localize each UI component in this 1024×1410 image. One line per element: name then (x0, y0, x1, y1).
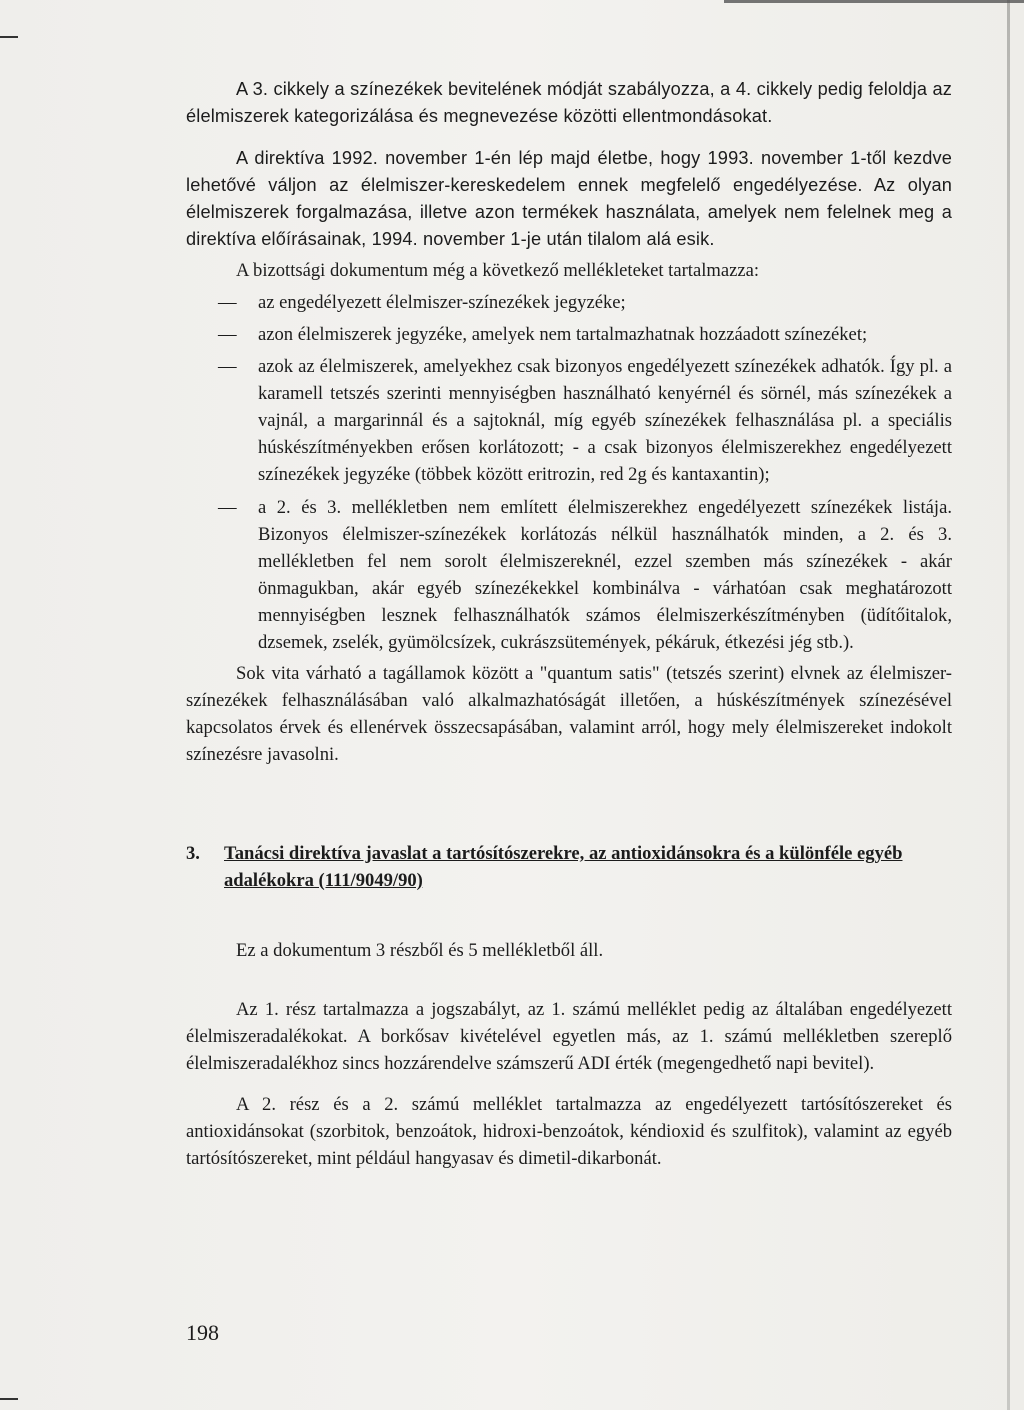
page-number: 198 (186, 1320, 219, 1345)
section-paragraph-3: A 2. rész és a 2. számú melléklet tartalmazza az engedélyezett tartósítószereket és antioxidánsokat (szorbitok, benzoátok, hidroxi-benzoátok, kéndioxid és szulfitok), valamint az egyéb tartósítószereket, mint például hangyasav és dimetil-dikarbonát. (186, 1094, 952, 1169)
section-number: 3. (186, 843, 200, 864)
list-item-text: azon élelmiszerek jegyzéke, amelyek nem tartalmazhatnak hozzáadott színezéket; (258, 324, 868, 345)
list-item-text: a 2. és 3. mellékletben nem említett élelmiszerekhez engedélyezett színezékek listája. Bizonyos élelmiszer-színezékek korlátozás nélkül használhatók minden, a 2. és 3. mellékletben fel nem sorolt élelmiszereknél, ezzel szemben más színezékek - akár önmagukban, akár egyéb színezékekkel kombinálva - várhatóan csak meghatározott mennyiségben lesznek felhasználhatók számos élelmiszerkészítményben (üdítőitalok, dzsemek, zselék, gyümölcsízek, cukrászsütemények, pékáruk, étkezési jég stb.). (258, 497, 952, 653)
page-edge-shadow (1007, 0, 1010, 1410)
scan-mark (0, 36, 18, 38)
list-item (186, 289, 952, 316)
list-item (186, 321, 952, 348)
section-paragraph-2: Az 1. rész tartalmazza a jogszabályt, az 1. számú melléklet pedig az általában engedélyezett élelmiszeradalékokat. A borkősav kivételével egyetlen más, az 1. számú mellékletben szereplő élelmiszeradalékhoz sincs hozzárendelve számszerű ADI érték (megengedhető napi bevitel). (186, 999, 952, 1074)
list-dash: — (218, 324, 237, 345)
section-title: Tanácsi direktíva javaslat a tartósítószerekre, az antioxidánsokra és a különféle egyéb adalékokra (111/9049/90) (224, 843, 903, 891)
list-item (186, 353, 952, 488)
list-dash: — (218, 356, 237, 377)
list-item (186, 494, 952, 656)
paragraph-2: A direktíva 1992. november 1-én lép majd életbe, hogy 1993. november 1-től kezdve lehetővé váljon az élelmiszer-kereskedelem ennek megfelelő engedélyezése. Az olyan élelmiszerek forgalmazása, illetve azon termékek használata, amelyek nem felelnek meg a direktíva előírásainak, 1994. november 1-je után tilalom alá esik. (186, 148, 952, 249)
annex-list (186, 289, 952, 656)
list-item-text: az engedélyezett élelmiszer-színezékek jegyzéke; (258, 292, 626, 313)
section-paragraph-1: Ez a dokumentum 3 részből és 5 mellékletből áll. (236, 940, 604, 961)
paragraph-4: Sok vita várható a tagállamok között a "quantum satis" (tetszés szerint) elvnek az élelmiszer-színezékek felhasználásában való alkalmazhatóságát illetően, a húskészítmények színezésével kapcsolatos érvek és ellenérvek összecsapásában, valamint arról, hogy mely élelmiszereket indokolt színezésre javasolni. (186, 663, 952, 765)
scan-mark-bottom (0, 1398, 18, 1400)
paragraph-1: A 3. cikkely a színezékek bevitelének módját szabályozza, a 4. cikkely pedig feloldja az élelmiszerek kategorizálása és megnevezése közötti ellentmondásokat. (186, 79, 952, 126)
paragraph-3: A bizottsági dokumentum még a következő mellékleteket tartalmazza: (236, 260, 760, 281)
list-dash: — (218, 497, 237, 518)
page-edge-top (724, 0, 1024, 3)
section-heading (186, 840, 952, 894)
list-dash: — (218, 292, 237, 313)
list-item-text: azok az élelmiszerek, amelyekhez csak bizonyos engedélyezett színezékek adhatók. Így pl. a karamell tetszés szerinti mennyiségben használható kenyérnél és sörnél, más színezékek a vajnál, a margarinnál és a sajtoknál, míg egyéb színezékek felhasználása pl. a speciális húskészítményekben erősen korlátozott; - a csak bizonyos élelmiszerekhez engedélyezett színezékek jegyzéke (többek között eritrozin, red 2g és kantaxantin); (258, 356, 952, 485)
page-content (186, 76, 952, 1172)
